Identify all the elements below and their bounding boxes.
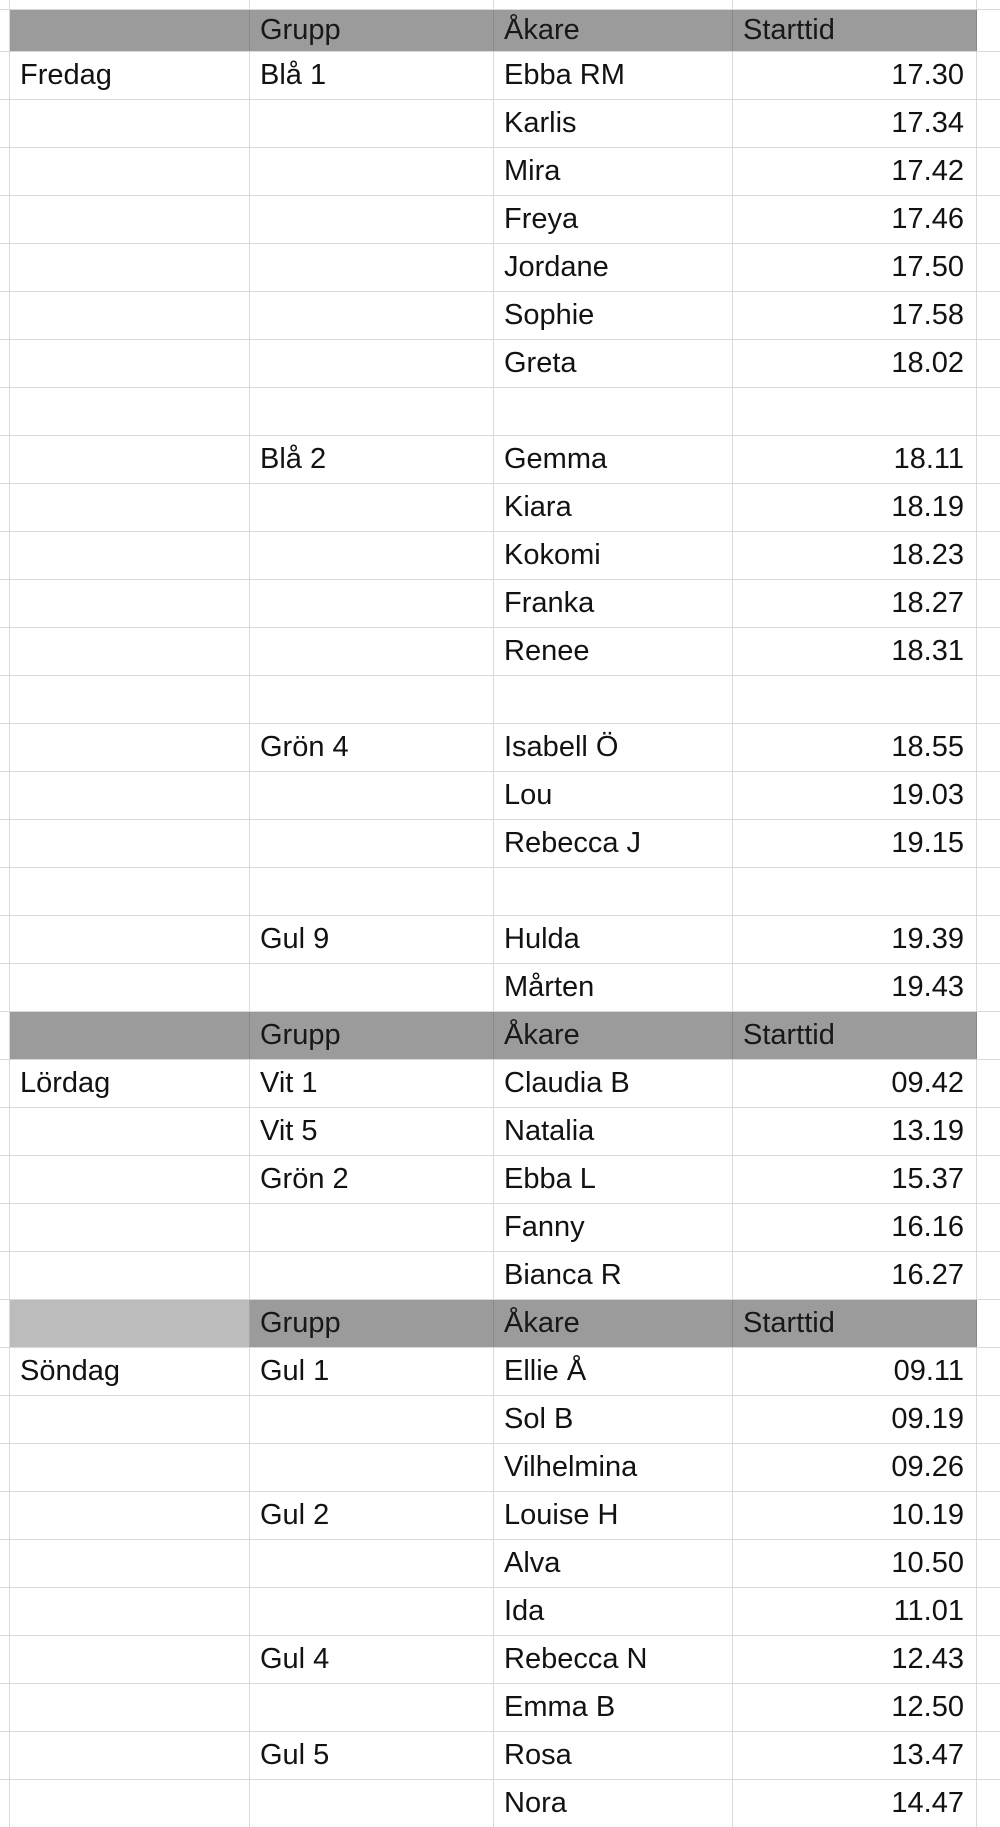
cell-starttid[interactable]: 10.19 xyxy=(733,1492,977,1539)
cell-akare[interactable]: Ebba RM xyxy=(494,52,733,99)
cell-starttid[interactable] xyxy=(733,868,977,915)
cell-day[interactable] xyxy=(10,1252,250,1299)
edge-cell xyxy=(977,196,1000,243)
cell-grupp[interactable] xyxy=(250,100,494,147)
cell-akare[interactable]: Greta xyxy=(494,340,733,387)
cell-akare[interactable]: Karlis xyxy=(494,100,733,147)
cell-grupp[interactable]: Gul 9 xyxy=(250,916,494,963)
edge-cell xyxy=(0,52,10,99)
cell-akare[interactable]: Lou xyxy=(494,772,733,819)
cell-starttid[interactable]: 18.11 xyxy=(733,436,977,483)
cell-starttid[interactable]: 19.43 xyxy=(733,964,977,1011)
edge-cell xyxy=(977,628,1000,675)
edge-cell xyxy=(0,916,10,963)
cell-day[interactable] xyxy=(10,868,250,915)
cell-starttid[interactable]: 17.34 xyxy=(733,100,977,147)
table-row xyxy=(0,1060,1000,1108)
cell-day[interactable] xyxy=(10,1588,250,1635)
table-row xyxy=(0,1444,1000,1492)
header-cell-akare[interactable]: Åkare xyxy=(494,1300,733,1347)
cell-day[interactable]: Lördag xyxy=(10,1060,250,1107)
cell-day[interactable] xyxy=(10,1204,250,1251)
edge-cell xyxy=(977,1588,1000,1635)
edge-cell xyxy=(977,964,1000,1011)
cell-akare[interactable]: Gemma xyxy=(494,436,733,483)
cell-day[interactable] xyxy=(10,1492,250,1539)
cell-starttid[interactable]: 18.19 xyxy=(733,484,977,531)
edge-cell xyxy=(0,1396,10,1443)
cell-day[interactable] xyxy=(10,724,250,771)
cell-akare[interactable]: Sol B xyxy=(494,1396,733,1443)
cell-akare[interactable]: Rebecca N xyxy=(494,1636,733,1683)
edge-cell xyxy=(977,0,1000,9)
edge-cell xyxy=(977,1636,1000,1683)
edge-cell xyxy=(0,1012,10,1059)
edge-cell xyxy=(977,1108,1000,1155)
table-row xyxy=(0,1348,1000,1396)
table-row xyxy=(0,724,1000,772)
cell-day[interactable] xyxy=(10,1780,250,1827)
table-row xyxy=(0,1156,1000,1204)
cell-day[interactable] xyxy=(10,196,250,243)
cell-grupp[interactable] xyxy=(250,1444,494,1491)
cell-day[interactable] xyxy=(10,340,250,387)
edge-cell xyxy=(0,1348,10,1395)
table-row xyxy=(0,964,1000,1012)
cell-day[interactable]: Söndag xyxy=(10,1348,250,1395)
edge-cell xyxy=(0,1780,10,1827)
header-cell-day[interactable] xyxy=(10,1300,250,1347)
cell-day[interactable] xyxy=(10,1636,250,1683)
cell-day[interactable] xyxy=(10,1540,250,1587)
cell-day[interactable] xyxy=(10,292,250,339)
edge-cell xyxy=(0,244,10,291)
cell-grupp[interactable]: Grön 2 xyxy=(250,1156,494,1203)
edge-cell xyxy=(250,0,494,9)
edge-cell xyxy=(0,532,10,579)
cell-starttid[interactable]: 16.16 xyxy=(733,1204,977,1251)
edge-cell xyxy=(0,1684,10,1731)
table-row xyxy=(0,1780,1000,1827)
edge-cell xyxy=(10,0,250,9)
cell-grupp[interactable] xyxy=(250,1684,494,1731)
cell-starttid[interactable]: 11.01 xyxy=(733,1588,977,1635)
edge-cell xyxy=(977,1012,1000,1059)
cell-grupp[interactable] xyxy=(250,148,494,195)
table-row xyxy=(0,868,1000,916)
cell-akare[interactable]: Rebecca J xyxy=(494,820,733,867)
edge-cell xyxy=(0,964,10,1011)
table-row xyxy=(0,196,1000,244)
edge-cell xyxy=(0,1060,10,1107)
edge-cell xyxy=(977,52,1000,99)
edge-cell xyxy=(0,1252,10,1299)
edge-cell xyxy=(977,10,1000,51)
cell-day[interactable] xyxy=(10,964,250,1011)
cell-grupp[interactable] xyxy=(250,340,494,387)
cell-akare[interactable]: Ida xyxy=(494,1588,733,1635)
cell-starttid[interactable]: 17.50 xyxy=(733,244,977,291)
cell-day[interactable] xyxy=(10,244,250,291)
cell-starttid[interactable]: 09.42 xyxy=(733,1060,977,1107)
cell-grupp[interactable] xyxy=(250,484,494,531)
cell-starttid[interactable]: 13.19 xyxy=(733,1108,977,1155)
cell-starttid[interactable]: 09.19 xyxy=(733,1396,977,1443)
cell-akare[interactable]: Isabell Ö xyxy=(494,724,733,771)
cell-grupp[interactable]: Gul 2 xyxy=(250,1492,494,1539)
cell-akare[interactable]: Mårten xyxy=(494,964,733,1011)
cell-akare[interactable] xyxy=(494,676,733,723)
cell-day[interactable] xyxy=(10,484,250,531)
edge-cell xyxy=(977,292,1000,339)
cell-akare[interactable]: Jordane xyxy=(494,244,733,291)
table-row xyxy=(0,772,1000,820)
cell-akare[interactable]: Nora xyxy=(494,1780,733,1827)
cell-starttid[interactable]: 13.47 xyxy=(733,1732,977,1779)
cell-grupp[interactable]: Blå 2 xyxy=(250,436,494,483)
table-row xyxy=(0,484,1000,532)
edge-cell xyxy=(977,532,1000,579)
cell-akare[interactable]: Mira xyxy=(494,148,733,195)
cell-grupp[interactable] xyxy=(250,388,494,435)
edge-cell xyxy=(977,1348,1000,1395)
edge-cell xyxy=(0,484,10,531)
edge-cell xyxy=(977,676,1000,723)
table-row xyxy=(0,532,1000,580)
cell-day[interactable] xyxy=(10,532,250,579)
cell-starttid[interactable]: 18.55 xyxy=(733,724,977,771)
edge-cell xyxy=(0,580,10,627)
cell-grupp[interactable] xyxy=(250,964,494,1011)
cell-grupp[interactable]: Gul 5 xyxy=(250,1732,494,1779)
header-cell-starttid[interactable]: Starttid xyxy=(733,10,977,51)
cell-grupp[interactable] xyxy=(250,820,494,867)
table-row xyxy=(0,148,1000,196)
header-cell-grupp[interactable]: Grupp xyxy=(250,1300,494,1347)
cell-day[interactable] xyxy=(10,388,250,435)
cell-day[interactable] xyxy=(10,580,250,627)
cell-starttid[interactable]: 19.03 xyxy=(733,772,977,819)
edge-cell xyxy=(977,820,1000,867)
cell-day[interactable] xyxy=(10,676,250,723)
cell-akare[interactable] xyxy=(494,868,733,915)
cell-starttid[interactable]: 18.23 xyxy=(733,532,977,579)
cell-day[interactable] xyxy=(10,1732,250,1779)
cell-grupp[interactable]: Vit 5 xyxy=(250,1108,494,1155)
edge-cell xyxy=(977,580,1000,627)
cell-day[interactable] xyxy=(10,1396,250,1443)
edge-cell xyxy=(0,1588,10,1635)
cell-akare[interactable]: Fanny xyxy=(494,1204,733,1251)
header-cell-grupp[interactable]: Grupp xyxy=(250,10,494,51)
edge-cell xyxy=(977,148,1000,195)
cell-akare[interactable]: Claudia B xyxy=(494,1060,733,1107)
edge-cell xyxy=(0,1444,10,1491)
edge-cell xyxy=(0,1300,10,1347)
cell-grupp[interactable]: Grön 4 xyxy=(250,724,494,771)
cell-akare[interactable]: Sophie xyxy=(494,292,733,339)
table-row xyxy=(0,52,1000,100)
edge-cell xyxy=(977,388,1000,435)
table-row xyxy=(0,340,1000,388)
cell-starttid[interactable]: 18.27 xyxy=(733,580,977,627)
table-row xyxy=(0,1204,1000,1252)
cell-day[interactable]: Fredag xyxy=(10,52,250,99)
header-row xyxy=(0,1012,1000,1060)
table-row xyxy=(0,388,1000,436)
cell-grupp[interactable] xyxy=(250,292,494,339)
table-row xyxy=(0,1636,1000,1684)
cell-starttid[interactable]: 09.11 xyxy=(733,1348,977,1395)
cell-day[interactable] xyxy=(10,148,250,195)
edge-cell xyxy=(0,868,10,915)
cell-akare[interactable]: Ellie Å xyxy=(494,1348,733,1395)
cell-grupp[interactable]: Vit 1 xyxy=(250,1060,494,1107)
cell-starttid[interactable] xyxy=(733,676,977,723)
cell-starttid[interactable]: 12.43 xyxy=(733,1636,977,1683)
edge-cell xyxy=(977,1444,1000,1491)
cell-grupp[interactable] xyxy=(250,1540,494,1587)
edge-cell xyxy=(977,1396,1000,1443)
cell-starttid[interactable]: 17.42 xyxy=(733,148,977,195)
edge-cell xyxy=(977,1780,1000,1827)
table-row xyxy=(0,1684,1000,1732)
edge-cell xyxy=(0,10,10,51)
cell-grupp[interactable] xyxy=(250,1252,494,1299)
edge-cell xyxy=(977,1300,1000,1347)
cell-grupp[interactable] xyxy=(250,1396,494,1443)
table-row xyxy=(0,820,1000,868)
cell-grupp[interactable]: Gul 1 xyxy=(250,1348,494,1395)
cell-starttid[interactable]: 16.27 xyxy=(733,1252,977,1299)
edge-cell xyxy=(0,1108,10,1155)
header-cell-starttid[interactable]: Starttid xyxy=(733,1012,977,1059)
edge-cell xyxy=(977,436,1000,483)
edge-cell xyxy=(0,100,10,147)
edge-cell xyxy=(977,100,1000,147)
cell-day[interactable] xyxy=(10,1684,250,1731)
cell-akare[interactable]: Hulda xyxy=(494,916,733,963)
cell-akare[interactable]: Freya xyxy=(494,196,733,243)
cell-grupp[interactable] xyxy=(250,196,494,243)
cell-grupp[interactable] xyxy=(250,1204,494,1251)
table-row xyxy=(0,1252,1000,1300)
cell-starttid[interactable]: 19.15 xyxy=(733,820,977,867)
table-row xyxy=(0,436,1000,484)
cell-starttid[interactable]: 17.30 xyxy=(733,52,977,99)
cell-starttid[interactable]: 18.31 xyxy=(733,628,977,675)
cell-akare[interactable]: Vilhelmina xyxy=(494,1444,733,1491)
edge-cell xyxy=(0,436,10,483)
edge-cell xyxy=(977,340,1000,387)
edge-cell xyxy=(0,292,10,339)
cell-day[interactable] xyxy=(10,772,250,819)
table-row xyxy=(0,100,1000,148)
header-cell-akare[interactable]: Åkare xyxy=(494,10,733,51)
edge-cell xyxy=(977,1684,1000,1731)
edge-cell xyxy=(0,1636,10,1683)
cell-akare[interactable]: Bianca R xyxy=(494,1252,733,1299)
edge-cell xyxy=(0,196,10,243)
cell-grupp[interactable] xyxy=(250,580,494,627)
cell-starttid[interactable]: 19.39 xyxy=(733,916,977,963)
edge-cell xyxy=(977,724,1000,771)
edge-cell xyxy=(0,1156,10,1203)
header-cell-akare[interactable]: Åkare xyxy=(494,1012,733,1059)
edge-cell xyxy=(977,1492,1000,1539)
header-cell-starttid[interactable]: Starttid xyxy=(733,1300,977,1347)
cell-starttid[interactable]: 17.46 xyxy=(733,196,977,243)
table-row xyxy=(0,580,1000,628)
table-row xyxy=(0,1108,1000,1156)
cell-grupp[interactable] xyxy=(250,532,494,579)
edge-cell xyxy=(0,1732,10,1779)
cell-grupp[interactable] xyxy=(250,868,494,915)
cell-akare[interactable] xyxy=(494,388,733,435)
cell-akare[interactable]: Kiara xyxy=(494,484,733,531)
edge-cell xyxy=(977,244,1000,291)
cell-day[interactable] xyxy=(10,100,250,147)
cell-day[interactable] xyxy=(10,628,250,675)
cell-starttid[interactable]: 12.50 xyxy=(733,1684,977,1731)
table-row xyxy=(0,1588,1000,1636)
cell-day[interactable] xyxy=(10,1156,250,1203)
edge-cell xyxy=(0,1540,10,1587)
cell-grupp[interactable]: Blå 1 xyxy=(250,52,494,99)
cell-grupp[interactable]: Gul 4 xyxy=(250,1636,494,1683)
table-row xyxy=(0,1492,1000,1540)
cell-starttid[interactable]: 10.50 xyxy=(733,1540,977,1587)
table-row xyxy=(0,1732,1000,1780)
cell-grupp[interactable] xyxy=(250,244,494,291)
edge-cell xyxy=(0,724,10,771)
cell-akare[interactable]: Rosa xyxy=(494,1732,733,1779)
edge-cell xyxy=(977,484,1000,531)
edge-cell xyxy=(977,916,1000,963)
cell-akare[interactable]: Louise H xyxy=(494,1492,733,1539)
edge-cell xyxy=(0,820,10,867)
table-row xyxy=(0,292,1000,340)
edge-cell xyxy=(977,1732,1000,1779)
table-row xyxy=(0,628,1000,676)
header-cell-day[interactable] xyxy=(10,1012,250,1059)
cell-day[interactable] xyxy=(10,820,250,867)
edge-cell xyxy=(0,1204,10,1251)
table-row xyxy=(0,1396,1000,1444)
table-row xyxy=(0,676,1000,724)
header-row xyxy=(0,1300,1000,1348)
cell-starttid[interactable] xyxy=(733,388,977,435)
edge-cell xyxy=(733,0,977,9)
cell-grupp[interactable] xyxy=(250,676,494,723)
cell-grupp[interactable] xyxy=(250,628,494,675)
header-cell-grupp[interactable]: Grupp xyxy=(250,1012,494,1059)
edge-cell xyxy=(0,0,10,9)
edge-cell xyxy=(0,340,10,387)
header-cell-day[interactable] xyxy=(10,10,250,51)
cell-day[interactable] xyxy=(10,916,250,963)
edge-cell xyxy=(494,0,733,9)
edge-cell xyxy=(977,772,1000,819)
edge-cell xyxy=(0,388,10,435)
edge-cell xyxy=(0,628,10,675)
cell-starttid[interactable]: 09.26 xyxy=(733,1444,977,1491)
edge-cell xyxy=(977,1204,1000,1251)
cell-grupp[interactable] xyxy=(250,1780,494,1827)
edge-cell xyxy=(0,772,10,819)
cell-akare[interactable]: Alva xyxy=(494,1540,733,1587)
table-row xyxy=(0,1540,1000,1588)
cell-starttid[interactable]: 17.58 xyxy=(733,292,977,339)
cell-starttid[interactable]: 15.37 xyxy=(733,1156,977,1203)
cell-starttid[interactable]: 14.47 xyxy=(733,1780,977,1827)
cell-akare[interactable]: Ebba L xyxy=(494,1156,733,1203)
cell-akare[interactable]: Kokomi xyxy=(494,532,733,579)
cell-day[interactable] xyxy=(10,436,250,483)
edge-cell xyxy=(977,1156,1000,1203)
edge-cell xyxy=(977,1252,1000,1299)
cell-akare[interactable]: Emma B xyxy=(494,1684,733,1731)
table-row xyxy=(0,244,1000,292)
edge-cell xyxy=(977,868,1000,915)
edge-cell xyxy=(977,1060,1000,1107)
cell-day[interactable] xyxy=(10,1108,250,1155)
cell-day[interactable] xyxy=(10,1444,250,1491)
partial-row-top xyxy=(0,0,1000,10)
cell-akare[interactable]: Renee xyxy=(494,628,733,675)
header-row xyxy=(0,10,1000,52)
edge-cell xyxy=(977,1540,1000,1587)
cell-akare[interactable]: Natalia xyxy=(494,1108,733,1155)
table-row xyxy=(0,916,1000,964)
cell-grupp[interactable] xyxy=(250,1588,494,1635)
cell-akare[interactable]: Franka xyxy=(494,580,733,627)
edge-cell xyxy=(0,676,10,723)
cell-starttid[interactable]: 18.02 xyxy=(733,340,977,387)
edge-cell xyxy=(0,148,10,195)
edge-cell xyxy=(0,1492,10,1539)
cell-grupp[interactable] xyxy=(250,772,494,819)
